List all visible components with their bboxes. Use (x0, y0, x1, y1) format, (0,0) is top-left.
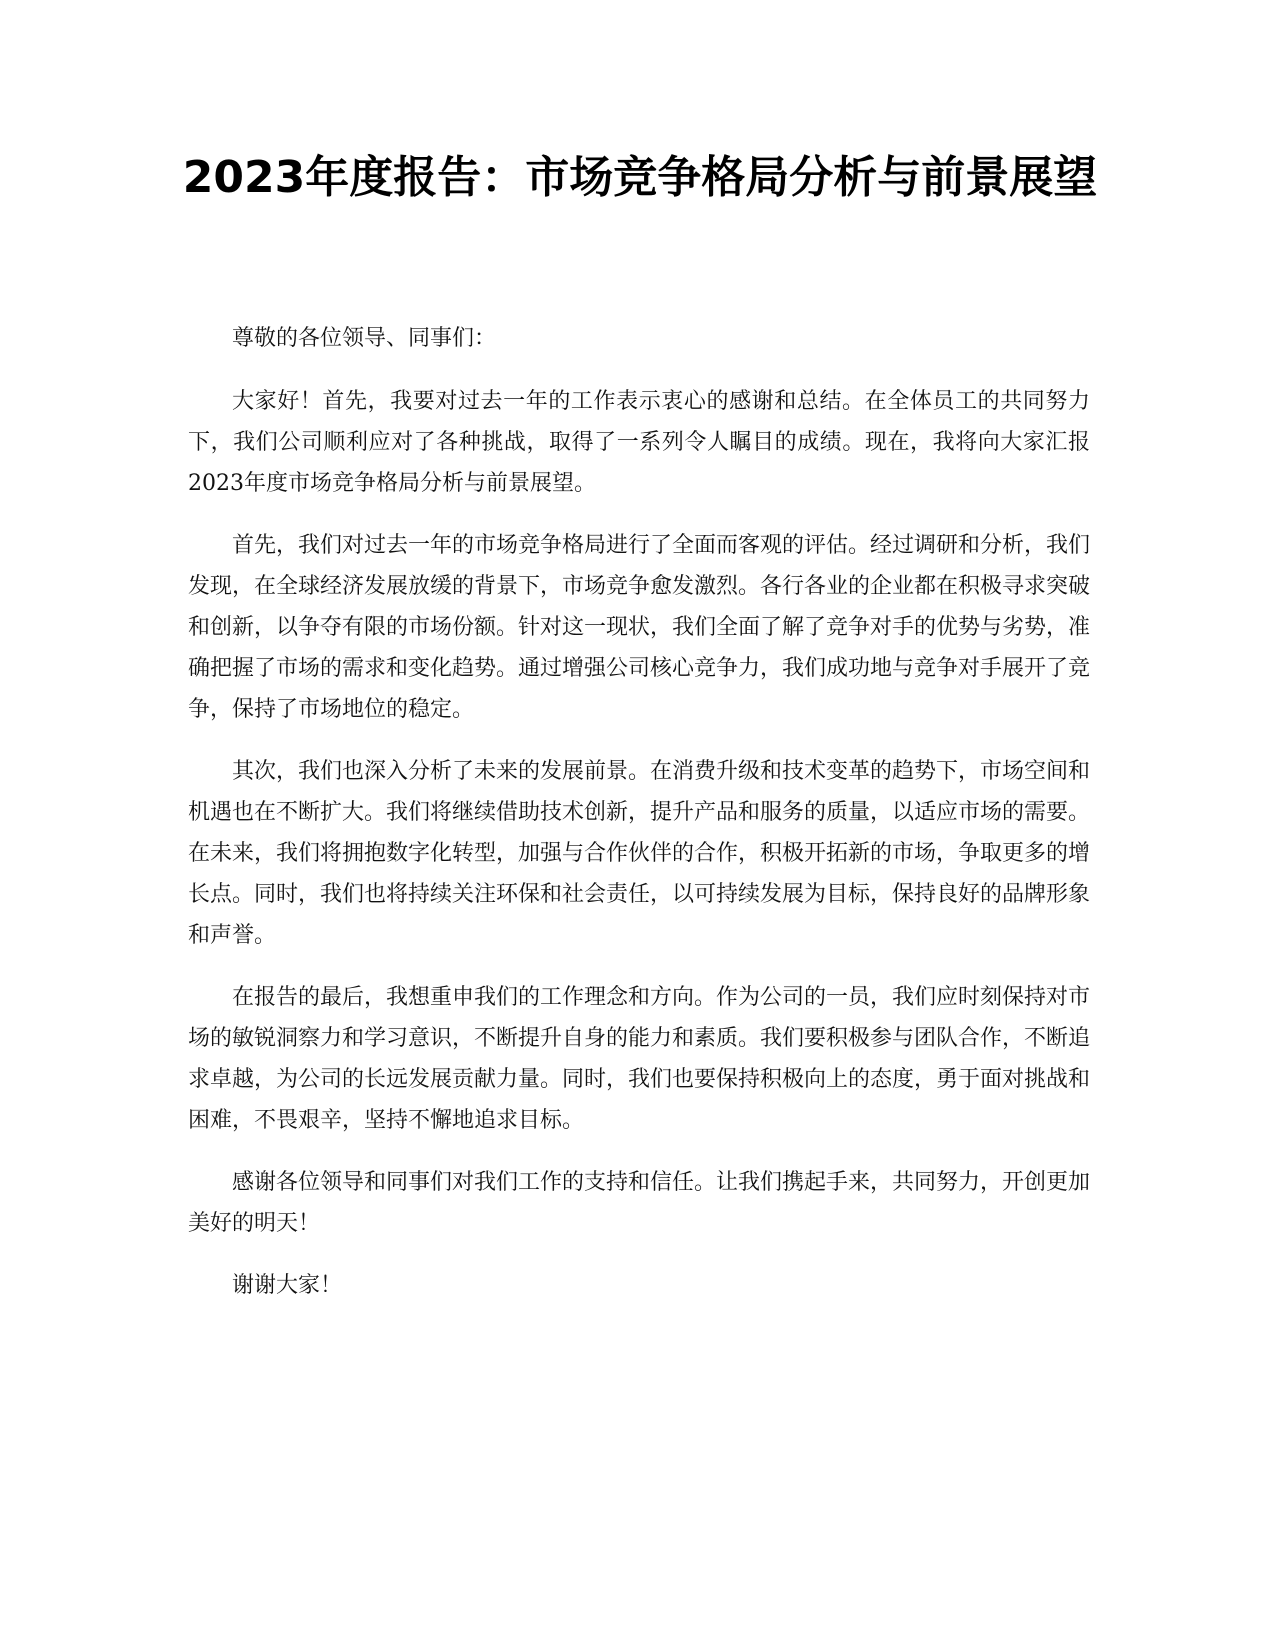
philosophy-paragraph: 在报告的最后，我想重申我们的工作理念和方向。作为公司的一员，我们应时刻保持对市场的敏锐洞察力和学习意识，不断提升自身的能力和素质。我们要积极参与团队合作，不断追求卓越，为公司的长远发展贡献力量。同时，我们也要保持积极向上的态度，勇于面对挑战和困难，不畏艰辛，坚持不懈地追求目标。 (188, 985, 1091, 1133)
outlook-paragraph: 其次，我们也深入分析了未来的发展前景。在消费升级和技术变革的趋势下，市场空间和机遇也在不断扩大。我们将继续借助技术创新，提升产品和服务的质量，以适应市场的需要。在未来，我们将拥抱数字化转型，加强与合作伙伴的合作，积极开拓新的市场，争取更多的增长点。同时，我们也将持续关注环保和社会责任，以可持续发展为目标，保持良好的品牌形象和声誉。 (188, 759, 1091, 948)
document-body (188, 318, 1090, 1327)
salutation-paragraph: 尊敬的各位领导、同事们： (232, 326, 497, 351)
opening-paragraph: 大家好！首先，我要对过去一年的工作表示衷心的感谢和总结。在全体员工的共同努力下，我们公司顺利应对了各种挑战，取得了一系列令人瞩目的成绩。现在，我将向大家汇报2023年度市场竞争格局分析与前景展望。 (188, 389, 1090, 496)
document-title: 2023年度报告：市场竞争格局分析与前景展望 (182, 152, 1098, 203)
thanks-paragraph: 感谢各位领导和同事们对我们工作的支持和信任。让我们携起手来，共同努力，开创更加美好的明天！ (188, 1170, 1091, 1236)
closing-paragraph: 谢谢大家！ (232, 1273, 343, 1298)
market-analysis-paragraph: 首先，我们对过去一年的市场竞争格局进行了全面而客观的评估。经过调研和分析，我们发现，在全球经济发展放缓的背景下，市场竞争愈发激烈。各行各业的企业都在积极寻求突破和创新，以争夺有限的市场份额。针对这一现状，我们全面了解了竞争对手的优势与劣势，准确把握了市场的需求和变化趋势。通过增强公司核心竞争力，我们成功地与竞争对手展开了竞争，保持了市场地位的稳定。 (188, 533, 1091, 722)
